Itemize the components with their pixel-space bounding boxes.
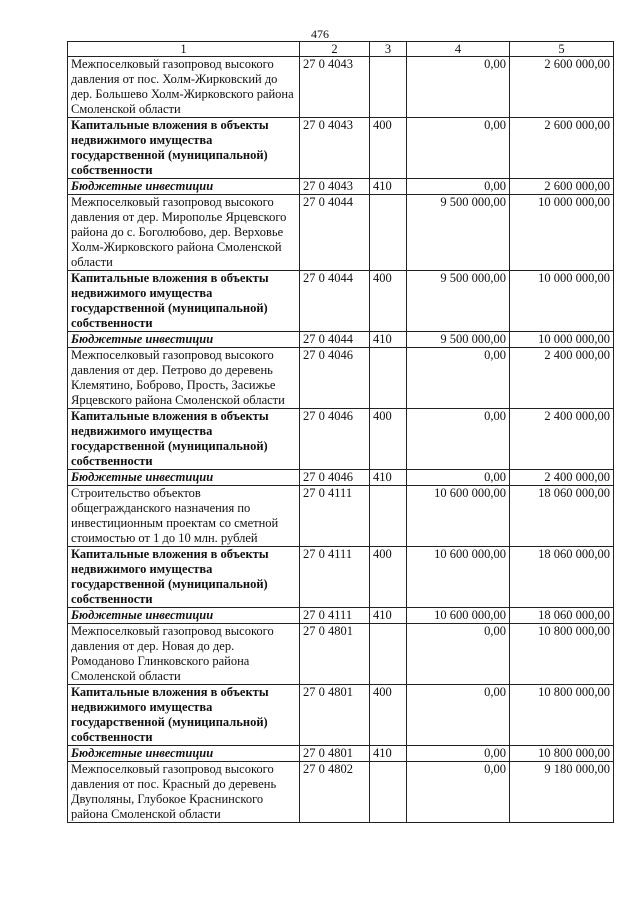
column-header-name: 1 <box>68 42 300 57</box>
cell-sum2: 2 600 000,00 <box>510 179 614 195</box>
cell-code: 27 0 4802 <box>300 762 370 823</box>
cell-name: Межпоселковый газопровод высокого давления от дер. Петрово до деревень Клемятино, Боброво, Прость, Засижье Ярцевского района Смоленской области <box>68 348 300 409</box>
cell-type: 410 <box>370 179 407 195</box>
cell-type <box>370 348 407 409</box>
cell-code: 27 0 4111 <box>300 486 370 547</box>
cell-type: 400 <box>370 409 407 470</box>
table-row <box>68 179 614 195</box>
cell-code: 27 0 4046 <box>300 348 370 409</box>
cell-sum1: 0,00 <box>407 746 510 762</box>
cell-sum1: 0,00 <box>407 118 510 179</box>
table-row <box>68 470 614 486</box>
cell-code: 27 0 4046 <box>300 409 370 470</box>
cell-sum2: 9 180 000,00 <box>510 762 614 823</box>
cell-type: 400 <box>370 547 407 608</box>
cell-type <box>370 486 407 547</box>
cell-type: 410 <box>370 332 407 348</box>
cell-name: Капитальные вложения в объекты недвижимого имущества государственной (муниципальной) собственности <box>68 118 300 179</box>
cell-name: Строительство объектов общегражданского назначения по инвестиционным проектам со сметной стоимостью от 1 до 10 млн. рублей <box>68 486 300 547</box>
cell-sum1: 0,00 <box>407 685 510 746</box>
cell-sum1: 0,00 <box>407 57 510 118</box>
cell-type: 410 <box>370 608 407 624</box>
cell-name: Бюджетные инвестиции <box>68 332 300 348</box>
table-row <box>68 57 614 118</box>
cell-sum1: 0,00 <box>407 409 510 470</box>
cell-type <box>370 195 407 271</box>
cell-sum2: 10 800 000,00 <box>510 746 614 762</box>
cell-name: Бюджетные инвестиции <box>68 746 300 762</box>
cell-sum1: 0,00 <box>407 762 510 823</box>
cell-sum2: 2 400 000,00 <box>510 409 614 470</box>
table-row <box>68 409 614 470</box>
cell-sum2: 10 000 000,00 <box>510 271 614 332</box>
cell-type: 400 <box>370 685 407 746</box>
cell-code: 27 0 4043 <box>300 118 370 179</box>
page-number: 476 <box>311 27 329 41</box>
cell-code: 27 0 4801 <box>300 746 370 762</box>
table-row <box>68 624 614 685</box>
table-body <box>68 57 614 823</box>
column-header-sum2: 5 <box>510 42 614 57</box>
cell-code: 27 0 4111 <box>300 547 370 608</box>
cell-sum2: 10 800 000,00 <box>510 624 614 685</box>
table-row <box>68 547 614 608</box>
cell-name: Межпоселковый газопровод высокого давления от пос. Холм-Жирковский до дер. Большево Холм-Жирковского района Смоленской области <box>68 57 300 118</box>
column-header-sum1: 4 <box>407 42 510 57</box>
cell-sum1: 0,00 <box>407 348 510 409</box>
cell-sum1: 0,00 <box>407 179 510 195</box>
table-row <box>68 608 614 624</box>
cell-sum1: 0,00 <box>407 470 510 486</box>
cell-sum1: 0,00 <box>407 624 510 685</box>
table-row <box>68 271 614 332</box>
cell-sum2: 2 400 000,00 <box>510 348 614 409</box>
cell-sum2: 10 800 000,00 <box>510 685 614 746</box>
cell-sum2: 10 000 000,00 <box>510 195 614 271</box>
cell-sum2: 10 000 000,00 <box>510 332 614 348</box>
cell-code: 27 0 4043 <box>300 179 370 195</box>
table-row <box>68 486 614 547</box>
cell-code: 27 0 4801 <box>300 685 370 746</box>
cell-name: Капитальные вложения в объекты недвижимого имущества государственной (муниципальной) собственности <box>68 547 300 608</box>
cell-name: Межпоселковый газопровод высокого давления от дер. Мирополье Ярцевского района до с. Боголюбово, дер. Верховье Холм-Жирковского района Смоленской области <box>68 195 300 271</box>
cell-sum2: 2 400 000,00 <box>510 470 614 486</box>
cell-name: Капитальные вложения в объекты недвижимого имущества государственной (муниципальной) собственности <box>68 685 300 746</box>
cell-type: 410 <box>370 746 407 762</box>
cell-name: Межпоселковый газопровод высокого давления от дер. Новая до дер. Ромоданово Глинковского района Смоленской области <box>68 624 300 685</box>
cell-type: 400 <box>370 271 407 332</box>
cell-name: Бюджетные инвестиции <box>68 608 300 624</box>
cell-sum2: 18 060 000,00 <box>510 547 614 608</box>
cell-sum2: 18 060 000,00 <box>510 486 614 547</box>
cell-sum2: 2 600 000,00 <box>510 57 614 118</box>
cell-type: 410 <box>370 470 407 486</box>
cell-type <box>370 624 407 685</box>
table-row <box>68 685 614 746</box>
column-header-type: 3 <box>370 42 407 57</box>
cell-sum1: 9 500 000,00 <box>407 332 510 348</box>
cell-type: 400 <box>370 118 407 179</box>
cell-code: 27 0 4044 <box>300 271 370 332</box>
cell-type <box>370 762 407 823</box>
table-row <box>68 118 614 179</box>
cell-sum1: 9 500 000,00 <box>407 195 510 271</box>
cell-name: Капитальные вложения в объекты недвижимого имущества государственной (муниципальной) собственности <box>68 409 300 470</box>
cell-name: Бюджетные инвестиции <box>68 179 300 195</box>
column-header-code: 2 <box>300 42 370 57</box>
table-row <box>68 195 614 271</box>
table-row <box>68 348 614 409</box>
cell-code: 27 0 4801 <box>300 624 370 685</box>
cell-name: Капитальные вложения в объекты недвижимого имущества государственной (муниципальной) собственности <box>68 271 300 332</box>
cell-sum2: 18 060 000,00 <box>510 608 614 624</box>
cell-sum1: 10 600 000,00 <box>407 608 510 624</box>
table-header-row <box>68 42 614 57</box>
cell-code: 27 0 4044 <box>300 332 370 348</box>
cell-sum1: 10 600 000,00 <box>407 486 510 547</box>
table-row <box>68 746 614 762</box>
table-row <box>68 762 614 823</box>
cell-code: 27 0 4043 <box>300 57 370 118</box>
cell-name: Бюджетные инвестиции <box>68 470 300 486</box>
cell-code: 27 0 4046 <box>300 470 370 486</box>
cell-sum1: 9 500 000,00 <box>407 271 510 332</box>
cell-sum1: 10 600 000,00 <box>407 547 510 608</box>
cell-code: 27 0 4044 <box>300 195 370 271</box>
cell-type <box>370 57 407 118</box>
budget-table <box>67 41 614 823</box>
cell-code: 27 0 4111 <box>300 608 370 624</box>
table-row <box>68 332 614 348</box>
cell-name: Межпоселковый газопровод высокого давления от пос. Красный до деревень Двуполяны, Глубокое Краснинского района Смоленской области <box>68 762 300 823</box>
cell-sum2: 2 600 000,00 <box>510 118 614 179</box>
